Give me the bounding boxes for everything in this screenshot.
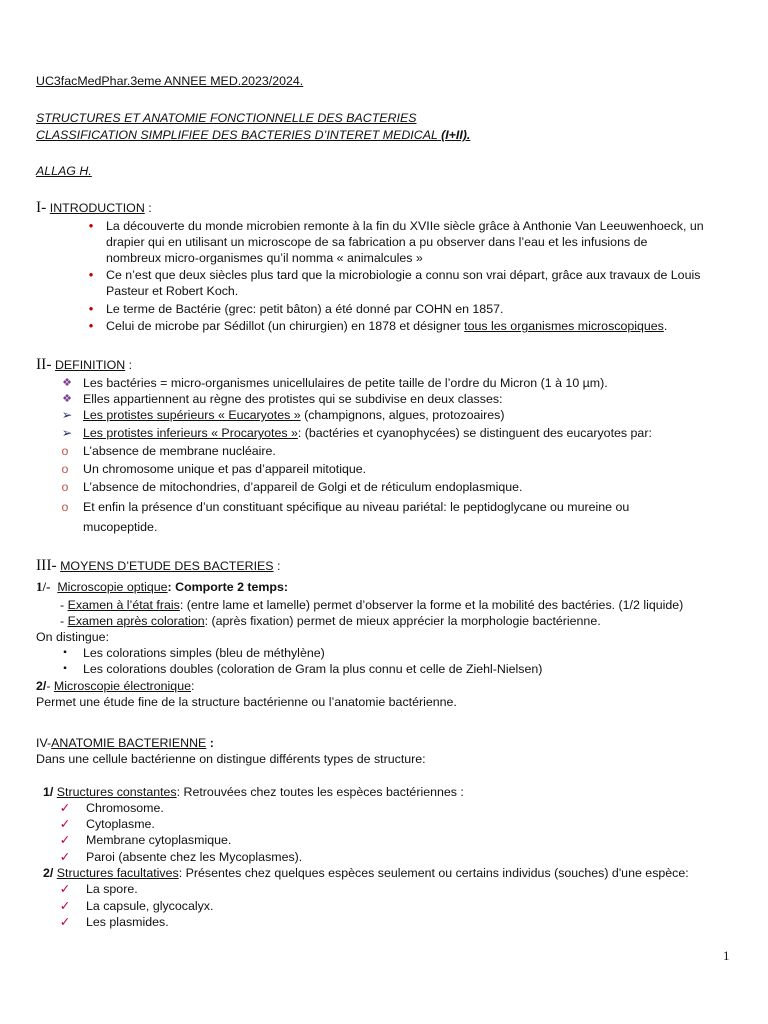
check-bullet-icon: ✓ <box>59 915 71 929</box>
exam-fresh: - Examen à l’état frais: (entre lame et lamelle) permet d’observer la forme et la mobilité des bactéries. (1/2 liquide) <box>60 598 684 612</box>
circle-bullet-icon: o <box>61 500 69 514</box>
intro-para-1-line3: nombreux micro-organismes qu’il nomma « animalcules » <box>106 251 423 265</box>
bullet-dot-icon: • <box>88 318 94 333</box>
bullet-dot-icon: • <box>88 267 94 282</box>
arrow-bullet-icon: ➢ <box>61 426 73 440</box>
check-bullet-icon: ✓ <box>59 882 71 896</box>
section-4-heading: IV-ANATOMIE BACTERIENNE : <box>36 736 214 750</box>
arrow-bullet-icon: ➢ <box>61 408 73 422</box>
intro-para-1-line2: drapier qui en utilisant un microscope de sa fabrication a pu observer dans l’eau et les infusions de <box>106 235 648 249</box>
difference-4-line1: Et enfin la présence d’un constituant spécifique au niveau pariétal: le peptidoglycane ou mureine ou <box>83 500 630 514</box>
difference-2: Un chromosome unique et pas d’appareil mitotique. <box>83 462 367 476</box>
bullet-dot-icon: • <box>88 301 94 316</box>
constant-item: Membrane cytoplasmique. <box>86 833 232 847</box>
page-number: 1 <box>723 948 730 963</box>
bullet-dot-icon: • <box>88 218 94 233</box>
def-item-1: Les bactéries = micro-organismes unicellulaires de petite taille de l’ordre du Micron (1 à 10 µm). <box>83 376 608 390</box>
circle-bullet-icon: o <box>61 444 69 458</box>
intro-para-4: Celui de microbe par Sédillot (un chirurgien) en 1878 et désigner tous les organismes microscopiques. <box>106 319 668 333</box>
exam-stained: - Examen après coloration: (après fixation) permet de mieux apprécier la morphologie bactérienne. <box>60 614 601 628</box>
section-3-heading: III- MOYENS D’ETUDE DES BACTERIES : <box>36 557 281 574</box>
def-item-procaryotes: Les protistes inferieurs « Procaryotes »: (bactéries et cyanophycées) se distinguent des eucaryotes par: <box>83 426 652 440</box>
diamond-bullet-icon: ❖ <box>62 377 72 389</box>
constant-structures-heading: 1/ Structures constantes: Retrouvées chez toutes les espèces bactériennes : <box>43 785 464 799</box>
section-2-heading: II- DEFINITION : <box>36 356 133 373</box>
check-bullet-icon: ✓ <box>59 801 71 815</box>
course-header: UC3facMedPhar.3eme ANNEE MED.2023/2024. <box>36 74 304 88</box>
check-bullet-icon: ✓ <box>59 850 71 864</box>
method-1: 1/- Microscopie optique: Comporte 2 temps: <box>36 579 289 594</box>
circle-bullet-icon: o <box>61 480 69 494</box>
author: ALLAG H. <box>36 164 92 178</box>
constant-item: Chromosome. <box>86 801 164 815</box>
check-bullet-icon: ✓ <box>59 817 71 831</box>
diamond-bullet-icon: ❖ <box>62 393 72 405</box>
difference-4-line2: mucopeptide. <box>83 520 158 534</box>
def-item-2: Elles appartiennent au règne des protistes qui se subdivise en deux classes: <box>83 392 503 406</box>
facultative-structures-heading: 2/ Structures facultatives: Présentes chez quelques espèces seulement ou certains individus (souches) d'une espèce: <box>43 866 689 880</box>
square-bullet-icon: ▪ <box>63 647 67 658</box>
difference-3: L’absence de mitochondries, d’appareil de Golgi et de réticulum endoplasmique. <box>83 480 523 494</box>
anatomy-intro: Dans une cellule bactérienne on distingue différents types de structure: <box>36 752 426 766</box>
method-2: 2/- Microscopie électronique: <box>36 679 195 693</box>
doc-title-line2: CLASSIFICATION SIMPLIFIEE DES BACTERIES D’INTERET MEDICAL (I+II). <box>36 128 471 142</box>
facultative-item: La spore. <box>86 882 138 896</box>
intro-para-2-line2: Pasteur et Robert Koch. <box>106 284 239 298</box>
method-2-text: Permet une étude fine de la structure bactérienne ou l’anatomie bactérienne. <box>36 695 457 709</box>
check-bullet-icon: ✓ <box>59 833 71 847</box>
section-1-heading: I- INTRODUCTION : <box>36 199 152 216</box>
intro-para-3: Le terme de Bactérie (grec: petit bâton) a été donné par COHN en 1857. <box>106 302 504 316</box>
constant-item: Cytoplasme. <box>86 817 155 831</box>
coloration-simple: Les colorations simples (bleu de méthylène) <box>83 646 325 660</box>
on-distingue: On distingue: <box>36 630 110 644</box>
facultative-item: La capsule, glycocalyx. <box>86 899 214 913</box>
intro-para-1-line1: La découverte du monde microbien remonte à la fin du XVIIe siècle grâce à Anthonie Van Leeuwenhoeck, un <box>106 219 704 233</box>
def-item-eucaryotes: Les protistes supérieurs « Eucaryotes » (champignons, algues, protozoaires) <box>83 408 505 422</box>
circle-bullet-icon: o <box>61 462 69 476</box>
constant-item: Paroi (absente chez les Mycoplasmes). <box>86 850 303 864</box>
coloration-double: Les colorations doubles (coloration de Gram la plus connu et celle de Ziehl-Nielsen) <box>83 662 543 676</box>
difference-1: L’absence de membrane nucléaire. <box>83 444 276 458</box>
facultative-item: Les plasmides. <box>86 915 169 929</box>
doc-title-line1: STRUCTURES ET ANATOMIE FONCTIONNELLE DES BACTERIES <box>36 111 417 125</box>
check-bullet-icon: ✓ <box>59 899 71 913</box>
intro-para-2-line1: Ce n’est que deux siècles plus tard que la microbiologie a connu son vrai départ, grâce aux travaux de Louis <box>106 268 701 282</box>
square-bullet-icon: ▪ <box>63 663 67 674</box>
